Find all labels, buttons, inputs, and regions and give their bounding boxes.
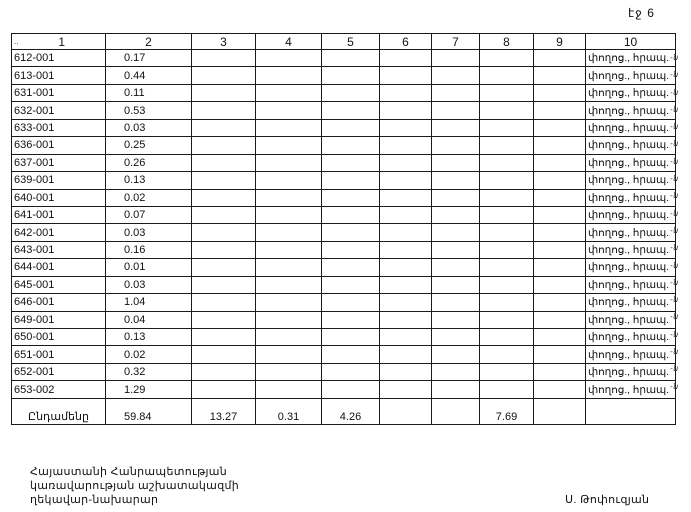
row-col-3 (192, 329, 256, 346)
row-type: փողոց., հրապ. (586, 119, 676, 136)
row-code: 639-001 (12, 172, 106, 189)
row-col-8 (480, 241, 534, 258)
row-col-3 (192, 381, 256, 398)
row-value: 0.11 (106, 84, 192, 101)
row-value: 0.02 (106, 346, 192, 363)
header-row (12, 34, 676, 50)
row-col-7 (432, 363, 480, 380)
table-row (12, 67, 676, 84)
row-col-4 (256, 363, 322, 380)
row-col-4 (256, 206, 322, 223)
row-col-6 (380, 363, 432, 380)
margin-marks (670, 49, 690, 395)
row-value: 0.16 (106, 241, 192, 258)
row-col-4 (256, 154, 322, 171)
row-col-9 (534, 154, 586, 171)
table-row (12, 311, 676, 328)
row-value: 0.13 (106, 329, 192, 346)
table-row (12, 102, 676, 119)
row-col-4 (256, 119, 322, 136)
row-col-8 (480, 154, 534, 171)
total-col-9 (534, 398, 586, 424)
row-col-8 (480, 119, 534, 136)
row-col-9 (534, 189, 586, 206)
row-col-8 (480, 172, 534, 189)
margin-mark: -ն (670, 277, 678, 287)
margin-mark: -ն (670, 139, 678, 149)
row-value: 1.04 (106, 294, 192, 311)
margin-mark: -ն (670, 174, 678, 184)
row-col-7 (432, 84, 480, 101)
row-col-7 (432, 119, 480, 136)
row-type: փողոց., հրապ. (586, 311, 676, 328)
row-col-4 (256, 241, 322, 258)
row-type: փողոց., հրապ. (586, 259, 676, 276)
row-code: 631-001 (12, 84, 106, 101)
row-col-4 (256, 137, 322, 154)
row-type: փողոց., հրապ. (586, 276, 676, 293)
margin-mark: -ն (670, 364, 678, 374)
table-row (12, 119, 676, 136)
row-type: փողոց., հրապ. (586, 329, 676, 346)
row-col-6 (380, 206, 432, 223)
table-row (12, 154, 676, 171)
row-col-5 (322, 189, 380, 206)
row-col-4 (256, 259, 322, 276)
row-col-8 (480, 363, 534, 380)
row-value: 0.03 (106, 119, 192, 136)
row-type: փողոց., հրապ. (586, 206, 676, 223)
row-col-5 (322, 84, 380, 101)
table-row (12, 329, 676, 346)
row-value: 1.29 (106, 381, 192, 398)
row-col-6 (380, 276, 432, 293)
row-col-9 (534, 294, 586, 311)
row-col-4 (256, 102, 322, 119)
row-type: փողոց., հրապ. (586, 241, 676, 258)
row-col-3 (192, 259, 256, 276)
row-col-7 (432, 172, 480, 189)
row-code: 640-001 (12, 189, 106, 206)
row-col-9 (534, 206, 586, 223)
row-col-9 (534, 102, 586, 119)
row-value: 0.07 (106, 206, 192, 223)
row-type: փողոց., հրապ. (586, 363, 676, 380)
row-col-5 (322, 50, 380, 67)
row-col-5 (322, 67, 380, 84)
row-col-9 (534, 381, 586, 398)
row-col-8 (480, 329, 534, 346)
row-col-8 (480, 346, 534, 363)
row-value: 0.01 (106, 259, 192, 276)
row-type: փողոց., հրապ. (586, 172, 676, 189)
row-col-8 (480, 224, 534, 241)
row-col-3 (192, 119, 256, 136)
row-col-9 (534, 311, 586, 328)
table-row (12, 206, 676, 223)
row-code: 636-001 (12, 137, 106, 154)
row-col-4 (256, 329, 322, 346)
table-row (12, 137, 676, 154)
margin-mark: -ն (670, 122, 678, 132)
row-col-3 (192, 67, 256, 84)
row-col-6 (380, 294, 432, 311)
margin-mark: -ն (670, 381, 678, 391)
row-col-5 (322, 241, 380, 258)
row-col-6 (380, 67, 432, 84)
row-col-8 (480, 259, 534, 276)
row-col-8 (480, 294, 534, 311)
row-col-6 (380, 137, 432, 154)
row-col-8 (480, 102, 534, 119)
row-col-9 (534, 363, 586, 380)
row-col-4 (256, 276, 322, 293)
row-value: 0.02 (106, 189, 192, 206)
row-col-8 (480, 137, 534, 154)
table-row (12, 172, 676, 189)
row-value: 0.03 (106, 276, 192, 293)
row-value: 0.32 (106, 363, 192, 380)
row-col-4 (256, 67, 322, 84)
row-col-7 (432, 276, 480, 293)
row-type: փողոց., հրապ. (586, 102, 676, 119)
row-col-3 (192, 84, 256, 101)
row-col-7 (432, 311, 480, 328)
row-col-6 (380, 346, 432, 363)
row-col-9 (534, 224, 586, 241)
margin-mark: -ն (670, 53, 678, 62)
row-col-7 (432, 50, 480, 67)
row-col-8 (480, 311, 534, 328)
header-col-8: 8 (480, 34, 534, 50)
margin-mark: -ն (670, 295, 678, 305)
row-col-9 (534, 50, 586, 67)
row-col-9 (534, 259, 586, 276)
header-col-3: 3 (192, 34, 256, 50)
footer-title (30, 465, 239, 507)
total-col-4: 0.31 (256, 398, 322, 424)
row-col-8 (480, 50, 534, 67)
row-col-6 (380, 224, 432, 241)
row-col-9 (534, 346, 586, 363)
row-col-9 (534, 119, 586, 136)
row-code: 637-001 (12, 154, 106, 171)
row-col-5 (322, 329, 380, 346)
row-col-3 (192, 154, 256, 171)
row-col-3 (192, 294, 256, 311)
row-code: 653-002 (12, 381, 106, 398)
row-col-9 (534, 276, 586, 293)
margin-mark: -ն (670, 243, 678, 253)
row-col-3 (192, 206, 256, 223)
row-col-9 (534, 137, 586, 154)
row-type: փողոց., հրապ. (586, 294, 676, 311)
row-code: 632-001 (12, 102, 106, 119)
row-type: փողոց., հրապ. (586, 224, 676, 241)
total-col-8: 7.69 (480, 398, 534, 424)
footer-line-1: Հայաստանի Հանրապետության (30, 466, 228, 478)
table-row (12, 224, 676, 241)
row-code: 651-001 (12, 346, 106, 363)
row-type: փողոց., հրապ. (586, 84, 676, 101)
row-col-7 (432, 102, 480, 119)
header-prefix: .. (14, 36, 19, 46)
row-col-4 (256, 224, 322, 241)
row-value: 0.44 (106, 67, 192, 84)
total-row (12, 398, 676, 424)
row-col-3 (192, 363, 256, 380)
row-col-5 (322, 154, 380, 171)
row-col-6 (380, 102, 432, 119)
row-value: 0.17 (106, 50, 192, 67)
row-col-5 (322, 363, 380, 380)
total-col-10 (586, 398, 676, 424)
margin-mark: -ն (670, 329, 678, 339)
row-value: 0.53 (106, 102, 192, 119)
table-row (12, 189, 676, 206)
row-col-3 (192, 346, 256, 363)
row-col-6 (380, 311, 432, 328)
row-col-8 (480, 381, 534, 398)
row-code: 646-001 (12, 294, 106, 311)
header-col-10: 10 (586, 34, 676, 50)
row-col-6 (380, 172, 432, 189)
row-col-9 (534, 84, 586, 101)
row-col-6 (380, 189, 432, 206)
row-col-5 (322, 276, 380, 293)
row-type: փողոց., հրապ. (586, 381, 676, 398)
row-code: 613-001 (12, 67, 106, 84)
row-col-6 (380, 50, 432, 67)
table-row (12, 259, 676, 276)
table-row (12, 381, 676, 398)
header-col-6: 6 (380, 34, 432, 50)
row-col-8 (480, 67, 534, 84)
row-col-3 (192, 172, 256, 189)
row-col-7 (432, 346, 480, 363)
row-col-6 (380, 259, 432, 276)
row-col-3 (192, 137, 256, 154)
row-col-5 (322, 311, 380, 328)
row-code: 642-001 (12, 224, 106, 241)
table-row (12, 363, 676, 380)
row-col-7 (432, 206, 480, 223)
row-col-7 (432, 137, 480, 154)
row-col-3 (192, 311, 256, 328)
footer-line-3: ղեկավար-նախարար (30, 494, 159, 506)
row-col-4 (256, 311, 322, 328)
row-col-4 (256, 84, 322, 101)
row-value: 0.26 (106, 154, 192, 171)
margin-mark: -ն (670, 70, 678, 80)
footer-line-2: կառավարության աշխատակազմի (30, 480, 240, 492)
row-col-7 (432, 189, 480, 206)
row-type: փողոց., հրապ. (586, 50, 676, 67)
header-col-4: 4 (256, 34, 322, 50)
margin-mark: -ն (670, 347, 678, 357)
row-value: 0.03 (106, 224, 192, 241)
header-col-2: 2 (106, 34, 192, 50)
row-value: 0.04 (106, 311, 192, 328)
row-col-4 (256, 172, 322, 189)
row-col-5 (322, 346, 380, 363)
row-type: փողոց., հրապ. (586, 346, 676, 363)
row-col-6 (380, 84, 432, 101)
row-col-9 (534, 172, 586, 189)
margin-mark: -ն (670, 191, 678, 201)
row-code: 633-001 (12, 119, 106, 136)
row-col-8 (480, 206, 534, 223)
row-col-7 (432, 329, 480, 346)
row-col-6 (380, 119, 432, 136)
row-col-7 (432, 241, 480, 258)
header-col-1: .. 1 (12, 34, 106, 50)
row-col-4 (256, 381, 322, 398)
row-col-4 (256, 189, 322, 206)
row-col-7 (432, 224, 480, 241)
total-col-6 (380, 398, 432, 424)
header-col-5: 5 (322, 34, 380, 50)
row-col-7 (432, 154, 480, 171)
row-col-8 (480, 84, 534, 101)
row-col-4 (256, 50, 322, 67)
row-type: փողոց., հրապ. (586, 137, 676, 154)
margin-mark: -ն (670, 312, 678, 322)
row-col-7 (432, 67, 480, 84)
row-col-7 (432, 381, 480, 398)
margin-mark: -ն (670, 208, 678, 218)
row-col-5 (322, 102, 380, 119)
row-code: 645-001 (12, 276, 106, 293)
row-col-5 (322, 137, 380, 154)
row-col-4 (256, 346, 322, 363)
row-code: 649-001 (12, 311, 106, 328)
row-col-5 (322, 119, 380, 136)
margin-mark: -ն (670, 225, 678, 235)
table-row (12, 294, 676, 311)
row-col-6 (380, 381, 432, 398)
row-col-3 (192, 241, 256, 258)
row-code: 641-001 (12, 206, 106, 223)
row-code: 650-001 (12, 329, 106, 346)
row-col-8 (480, 189, 534, 206)
row-col-5 (322, 172, 380, 189)
row-type: փողոց., հրապ. (586, 67, 676, 84)
row-col-5 (322, 259, 380, 276)
row-col-6 (380, 329, 432, 346)
row-col-9 (534, 241, 586, 258)
margin-mark: -ն (670, 260, 678, 270)
row-col-5 (322, 224, 380, 241)
table-row (12, 241, 676, 258)
row-col-8 (480, 276, 534, 293)
table-row (12, 346, 676, 363)
row-value: 0.25 (106, 137, 192, 154)
total-col-3: 13.27 (192, 398, 256, 424)
total-col-5: 4.26 (322, 398, 380, 424)
row-code: 644-001 (12, 259, 106, 276)
row-value: 0.13 (106, 172, 192, 189)
margin-mark: -ն (670, 104, 678, 114)
header-col-7: 7 (432, 34, 480, 50)
total-col-2: 59.84 (106, 398, 192, 424)
header-col-9: 9 (534, 34, 586, 50)
row-col-7 (432, 294, 480, 311)
row-col-6 (380, 241, 432, 258)
row-col-5 (322, 381, 380, 398)
table-row (12, 276, 676, 293)
row-type: փողոց., հրապ. (586, 154, 676, 171)
row-code: 652-001 (12, 363, 106, 380)
margin-mark: -ն (670, 87, 678, 97)
row-col-9 (534, 67, 586, 84)
row-col-6 (380, 154, 432, 171)
row-col-3 (192, 224, 256, 241)
row-type: փողոց., հրապ. (586, 189, 676, 206)
row-col-3 (192, 102, 256, 119)
row-code: 643-001 (12, 241, 106, 258)
row-col-4 (256, 294, 322, 311)
row-code: 612-001 (12, 50, 106, 67)
row-col-5 (322, 294, 380, 311)
table-row (12, 50, 676, 67)
row-col-3 (192, 189, 256, 206)
row-col-7 (432, 259, 480, 276)
row-col-5 (322, 206, 380, 223)
margin-mark: -ն (670, 156, 678, 166)
row-col-3 (192, 50, 256, 67)
footer-signatory: Ս. Թոփուզյան (565, 494, 650, 506)
total-label: Ընդամենը (12, 398, 106, 424)
total-col-7 (432, 398, 480, 424)
table-row (12, 84, 676, 101)
page-number: էջ 6 (628, 6, 655, 20)
row-col-3 (192, 276, 256, 293)
row-col-9 (534, 329, 586, 346)
land-table (11, 33, 676, 425)
